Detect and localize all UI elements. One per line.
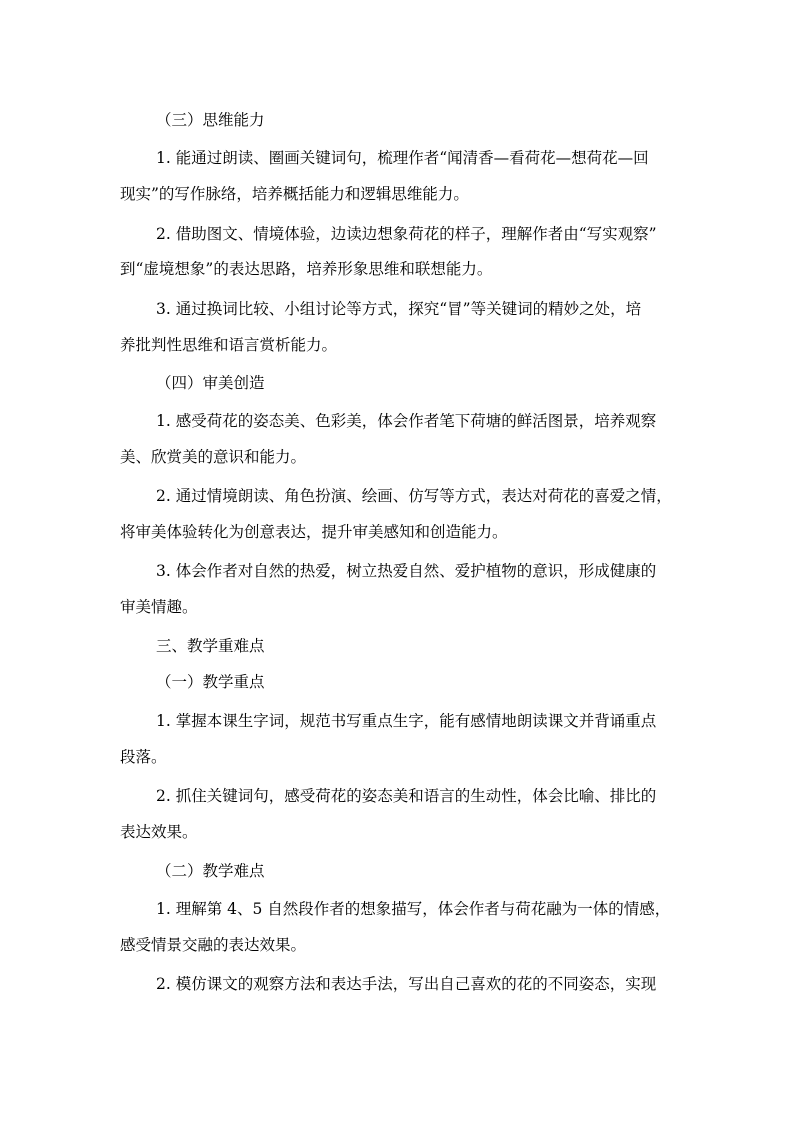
paragraph-line: 2. 通过情境朗读、角色扮演、绘画、仿写等方式，表达对荷花的喜爱之情，: [156, 487, 672, 505]
paragraph-line: 3. 通过换词比较、小组讨论等方式，探究“冒”等关键词的精妙之处，培: [156, 300, 642, 318]
part-title: 三、教学重难点: [156, 637, 265, 655]
section-heading-difficult-points: （二）教学难点: [156, 862, 265, 880]
section-heading-aesthetics: （四）审美创造: [156, 374, 265, 392]
section-heading-key-points: （一）教学重点: [156, 673, 265, 691]
paragraph-line: 养批判性思维和语言赏析能力。: [120, 336, 338, 354]
paragraph-line: 到“虚境想象”的表达思路，培养形象思维和联想能力。: [120, 260, 493, 278]
paragraph-line: 现实”的写作脉络，培养概括能力和逻辑思维能力。: [120, 185, 469, 203]
paragraph-line: 表达效果。: [120, 823, 198, 841]
paragraph-line: 1. 感受荷花的姿态美、色彩美，体会作者笔下荷塘的鲜活图景，培养观察: [156, 412, 657, 430]
paragraph-line: 感受情景交融的表达效果。: [120, 936, 307, 954]
paragraph-line: 1. 理解第 4、5 自然段作者的想象描写，体会作者与荷花融为一体的情感，: [156, 900, 671, 918]
paragraph-line: 2. 抓住关键词句，感受荷花的姿态美和语言的生动性，体会比喻、排比的: [156, 787, 657, 805]
paragraph-line: 2. 模仿课文的观察方法和表达手法，写出自己喜欢的花的不同姿态，实现: [156, 975, 657, 993]
paragraph-line: 3. 体会作者对自然的热爱，树立热爱自然、爱护植物的意识，形成健康的: [156, 562, 657, 580]
section-heading-thinking: （三）思维能力: [156, 111, 265, 129]
paragraph-line: 美、欣赏美的意识和能力。: [120, 448, 307, 466]
paragraph-line: 审美情趣。: [120, 598, 198, 616]
paragraph-line: 1. 能通过朗读、圈画关键词句，梳理作者“闻清香—看荷花—想荷花—回: [156, 149, 649, 167]
paragraph-line: 段落。: [120, 748, 167, 766]
paragraph-line: 将审美体验转化为创意表达，提升审美感知和创造能力。: [120, 523, 508, 541]
paragraph-line: 1. 掌握本课生字词，规范书写重点生字，能有感情地朗读课文并背诵重点: [156, 712, 657, 730]
paragraph-line: 2. 借助图文、情境体验，边读边想象荷花的样子，理解作者由“写实观察”: [156, 225, 657, 243]
